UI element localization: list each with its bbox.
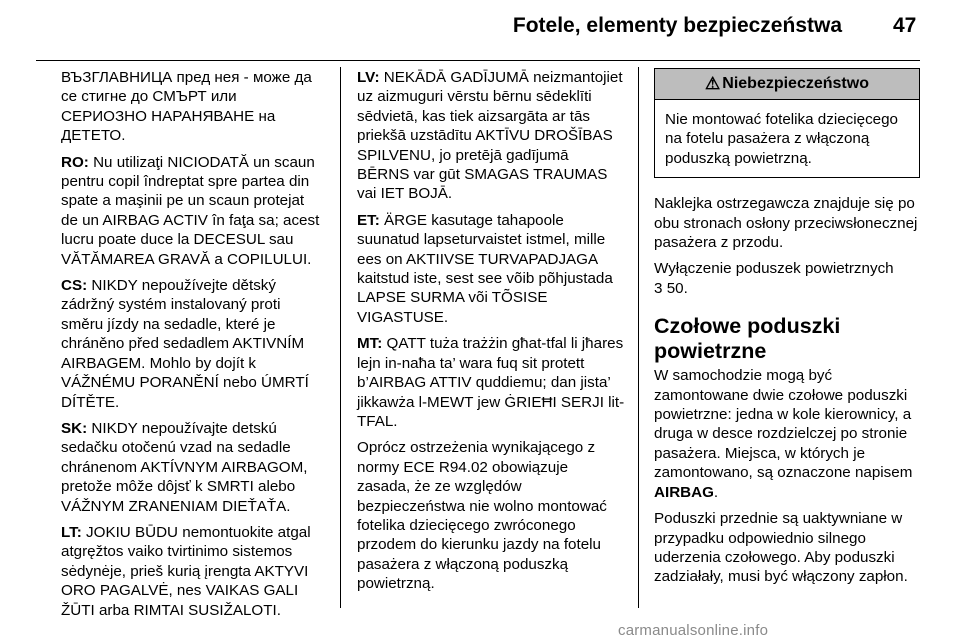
column-divider-2 bbox=[638, 67, 639, 608]
sk-label: SK: bbox=[61, 419, 88, 437]
danger-box-title: Niebezpieczeństwo bbox=[722, 75, 869, 93]
page-ref-link[interactable]: 50. bbox=[666, 279, 688, 297]
et-warning-paragraph bbox=[357, 211, 625, 327]
cs-warning-paragraph bbox=[61, 276, 325, 412]
front-airbags-text: W samochodzie mogą być zamontowane dwie czołowe poduszki powietrzne: jedna w kole kierownicy, a druga w desce rozdzielczej po stronie pasażera. Miejsca, w których je zamontowano, są oznaczone napisem bbox=[654, 367, 913, 482]
front-airbags-end: . bbox=[713, 483, 719, 501]
lv-label: LV: bbox=[357, 69, 380, 86]
page-ref-arrow-icon: 3 bbox=[654, 279, 663, 297]
ro-label: RO: bbox=[61, 153, 89, 171]
lt-text: JOKIU BŪDU nemontuokite atgal atgręžtos vaiko tvirtinimo sistemos sėdynėje, prieš kurią įrengta AKTYVI ORO PAGALVĖ, nes VAIKAS GALI ŽŪTI arba RIMTAI SUSIŽALOTI. bbox=[61, 523, 311, 619]
lv-text: NEKĀDĀ GADĪJUMĀ neizmantojiet uz aizmuguri vērstu bērnu sēdeklīti sēdvietā, kas tiek aizsargāta ar tās priekšā uzstādītu AKTĪVU DROŠĪBAS SPILVENU, jo pretējā gadījumā BĒRNS var gūt SMAGAS TRAUMAS vai IET BOJĀ. bbox=[357, 69, 623, 203]
danger-box-header bbox=[655, 69, 919, 100]
lt-label: LT: bbox=[61, 523, 82, 541]
et-label: ET: bbox=[357, 211, 380, 229]
sk-text: NIKDY nepoužívajte detskú sedačku otočenú vzad na sedadle chránenom AKTÍVNYM AIRBAGOM, pretože môže dôjsť k SMRTI alebo VÁŽNYM ZRANENIAM DIEŤAŤA. bbox=[61, 419, 308, 515]
section-heading: Czołowe poduszki powietrzne bbox=[654, 314, 841, 364]
column-3 bbox=[654, 68, 924, 594]
cs-text: NIKDY nepoužívejte dětský zádržný systém instalovaný proti směru jízdy na sedadle, které je chráněno před sedadlem AKTIVNÍM AIRBAGEM. Mohlo by dojít k VÁŽNÉMU PORANĚNÍ nebo ÚMRTÍ DÍTĚTE. bbox=[61, 277, 309, 411]
column-1 bbox=[61, 68, 325, 627]
airbag-deactivation-text: Wyłączenie poduszek powietrznych bbox=[654, 260, 894, 278]
header-title: Fotele, elementy bezpieczeństwa bbox=[512, 14, 842, 37]
bg-warning-paragraph: ВЪЗГЛАВНИЦА пред нея - може да се стигне до СМЪРТ или СЕРИОЗНО НАРАНЯВАНЕ на ДЕТЕТО. bbox=[61, 69, 312, 145]
column-2 bbox=[357, 68, 625, 601]
ro-text: Nu utilizaţi NICIODATĂ un scaun pentru copil îndreptat spre partea din spate a maşinii pe un scaun protejat de un AIRBAG ACTIV în faţa sa; acest lucru poate duce la DECESUL sau VĂTĂMAREA GRAVĂ a COPILULUI. bbox=[61, 153, 320, 268]
warning-triangle-icon: ⚠ bbox=[705, 74, 721, 94]
column-divider-1 bbox=[340, 67, 341, 608]
header-divider bbox=[36, 60, 920, 61]
ro-warning-paragraph bbox=[61, 153, 325, 269]
page-number: 47 bbox=[893, 14, 917, 37]
mt-label: MT: bbox=[357, 335, 383, 353]
ece-paragraph: Oprócz ostrzeżenia wynikającego z normy ECE R94.02 obowiązuje zasada, że ze względów bezpieczeństwa nie wolno montować fotelika dziecięcego zwróconego przodem do kierunku jazdy na fotelu pasażera z włączoną poduszką powietrzną. bbox=[357, 439, 607, 593]
front-airbags-paragraph bbox=[654, 366, 924, 502]
lv-warning-paragraph bbox=[357, 68, 625, 204]
activation-paragraph: Poduszki przednie są uaktywniane w przypadku odpowiednio silnego uderzenia czołowego. Aby poduszki zadziałały, musi być włączony zapłon. bbox=[654, 510, 908, 586]
sticker-paragraph: Naklejka ostrzegawcza znajduje się po obu stronach osłony przeciwsłonecznej pasażera z przodu. bbox=[654, 195, 918, 252]
mt-text: QATT tuża trażżin għat-tfal li jħares lejn in-naħa ta’ wara fuq sit protett b’AIRBAG ATTIV quddiemu; dan jista’ jikkawża l-MEWT jew ĠRIEĦI SERJI lit-TFAL. bbox=[357, 335, 625, 430]
mt-warning-paragraph bbox=[357, 334, 625, 431]
airbag-label: AIRBAG bbox=[654, 483, 714, 501]
danger-box bbox=[654, 68, 920, 178]
danger-box-text: Nie montować fotelika dziecięcego na fotelu pasażera z włączoną poduszką powietrzną. bbox=[665, 111, 898, 167]
airbag-deactivation-paragraph bbox=[654, 259, 924, 298]
watermark: carmanualsonline.info bbox=[618, 622, 769, 639]
et-text: ÄRGE kasutage tahapoole suunatud lapseturvaistet istmel, mille ees on AKTIIVSE TURVAPADJAGA kaitstud iste, sest see võib põhjustada LAPSE SURMA või TÕSISE VIGASTUSE. bbox=[357, 211, 613, 326]
lt-warning-paragraph bbox=[61, 523, 325, 620]
cs-label: CS: bbox=[61, 277, 88, 295]
sk-warning-paragraph bbox=[61, 419, 325, 516]
